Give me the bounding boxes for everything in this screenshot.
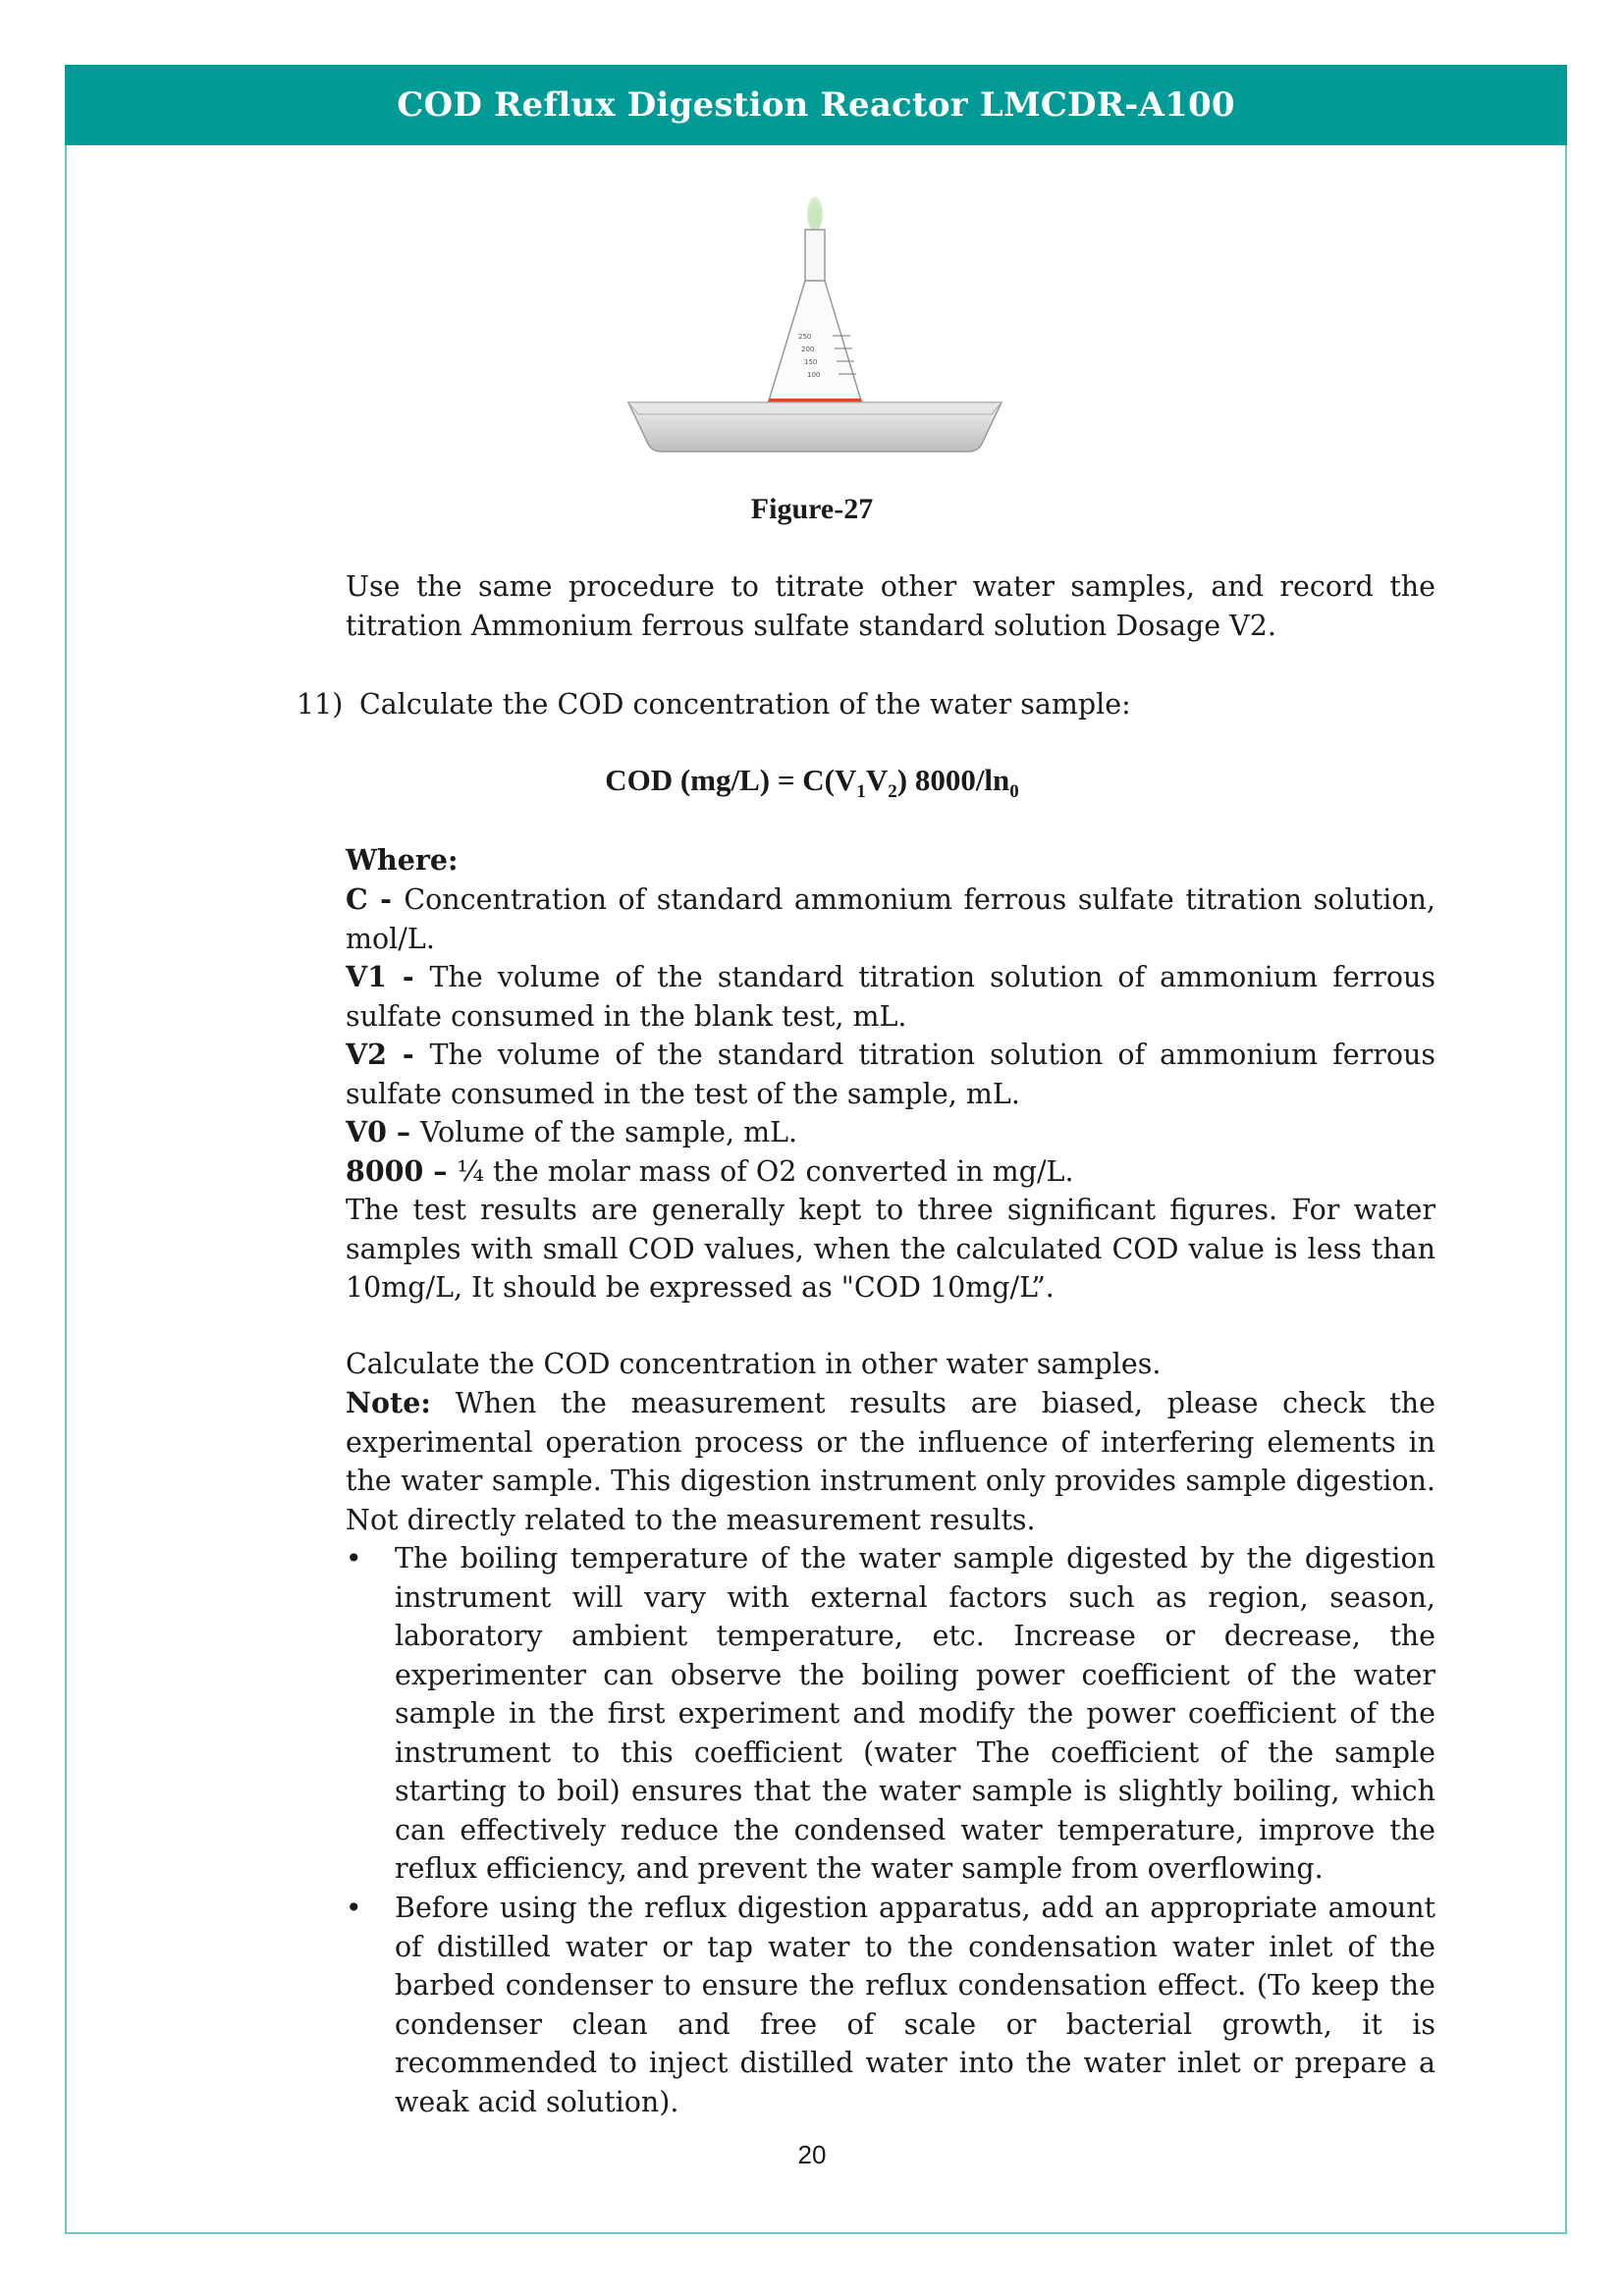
- page-number: 20: [797, 2140, 827, 2169]
- flask-in-tray-illustration: [619, 187, 1011, 461]
- tray-rim: [628, 402, 1001, 414]
- bullet-icon: •: [346, 1542, 362, 1575]
- step-text: Calculate the COD concentration of the water sample:: [359, 688, 1131, 721]
- bullet-condenser-water: • Before using the reflux digestion apparatus, add an appropriate amount of distilled water or tap water to the condensation water inlet of the barbed condenser to ensure the reflux condensation effect. (To keep the condenser clean and free of scale or bacterial growth, it is recommended to inject distilled water into the water inlet or prepare a weak acid solution).: [346, 1889, 1435, 2121]
- flask-mark: 200: [801, 346, 815, 353]
- flask-mark: 150: [804, 358, 818, 366]
- definition-v0: V0 – Volume of the sample, mL.: [346, 1115, 798, 1148]
- definition-v1: V1 - The volume of the standard titration solution of ammonium ferrous sulfate consumed in the blank test, mL.: [346, 960, 1435, 1033]
- document-title: COD Reflux Digestion Reactor LMCDR-A100: [397, 85, 1235, 125]
- where-heading: Where:: [346, 843, 459, 877]
- bullet-boiling-temperature: • The boiling temperature of the water sample digested by the digestion instrument will vary with external factors such as region, season, laboratory ambient temperature, etc. Increase or decrease, the experimenter can observe the boiling power coefficient of the water sample in the first experiment and modify the power coefficient of the instrument to this coefficient (water The coefficient of the sample starting to boil) ensures that the water sample is slightly boiling, which can effectively reduce the condensed water temperature, improve the reflux efficiency, and prevent the water sample from overflowing.: [346, 1539, 1435, 1889]
- where-list: [346, 881, 1435, 1308]
- note-paragraph: [346, 1384, 1435, 1539]
- definition-v2: V2 - The volume of the standard titration solution of ammonium ferrous sulfate consumed in the test of the sample, mL.: [346, 1038, 1435, 1110]
- calc-other-samples: Calculate the COD concentration in other water samples.: [346, 1348, 1162, 1380]
- page-header: [65, 65, 1567, 145]
- note-text: When the measurement results are biased, please check the experimental operation process or the influence of interfering elements in the water sample. This digestion instrument only provides sample digestion. Not directly related to the measurement results.: [346, 1387, 1435, 1536]
- flask-neck: [805, 230, 825, 281]
- figure-caption: Figure-27: [750, 493, 874, 525]
- step-11: [297, 685, 1131, 724]
- note-label: Note:: [346, 1386, 431, 1419]
- flask-body: [766, 281, 865, 418]
- flame: [807, 196, 823, 232]
- intro-paragraph: Use the same procedure to titrate other water samples, and record the titration Ammonium ferrous sulfate standard solution Dosage V2.: [346, 570, 1435, 642]
- cod-formula: COD $(mg/L) = C(V_1V_2)$ $8000/\ln_0$: [605, 763, 1019, 803]
- definition-c: C - Concentration of standard ammonium ferrous sulfate titration solution, mol/L.: [346, 882, 1435, 955]
- bullet-icon: •: [346, 1892, 362, 1924]
- definition-8000: 8000 – ¼ the molar mass of O2 converted in mg/L.: [346, 1153, 1074, 1188]
- results-note: The test results are generally kept to three significant figures. For water samples with small COD values, when the calculated COD value is less than 10mg/L, It should be expressed as "COD 10mg/L”.: [346, 1194, 1435, 1304]
- step-number: 11): [297, 688, 344, 721]
- flask-mark: 250: [798, 333, 812, 341]
- flask-mark: 100: [807, 371, 821, 379]
